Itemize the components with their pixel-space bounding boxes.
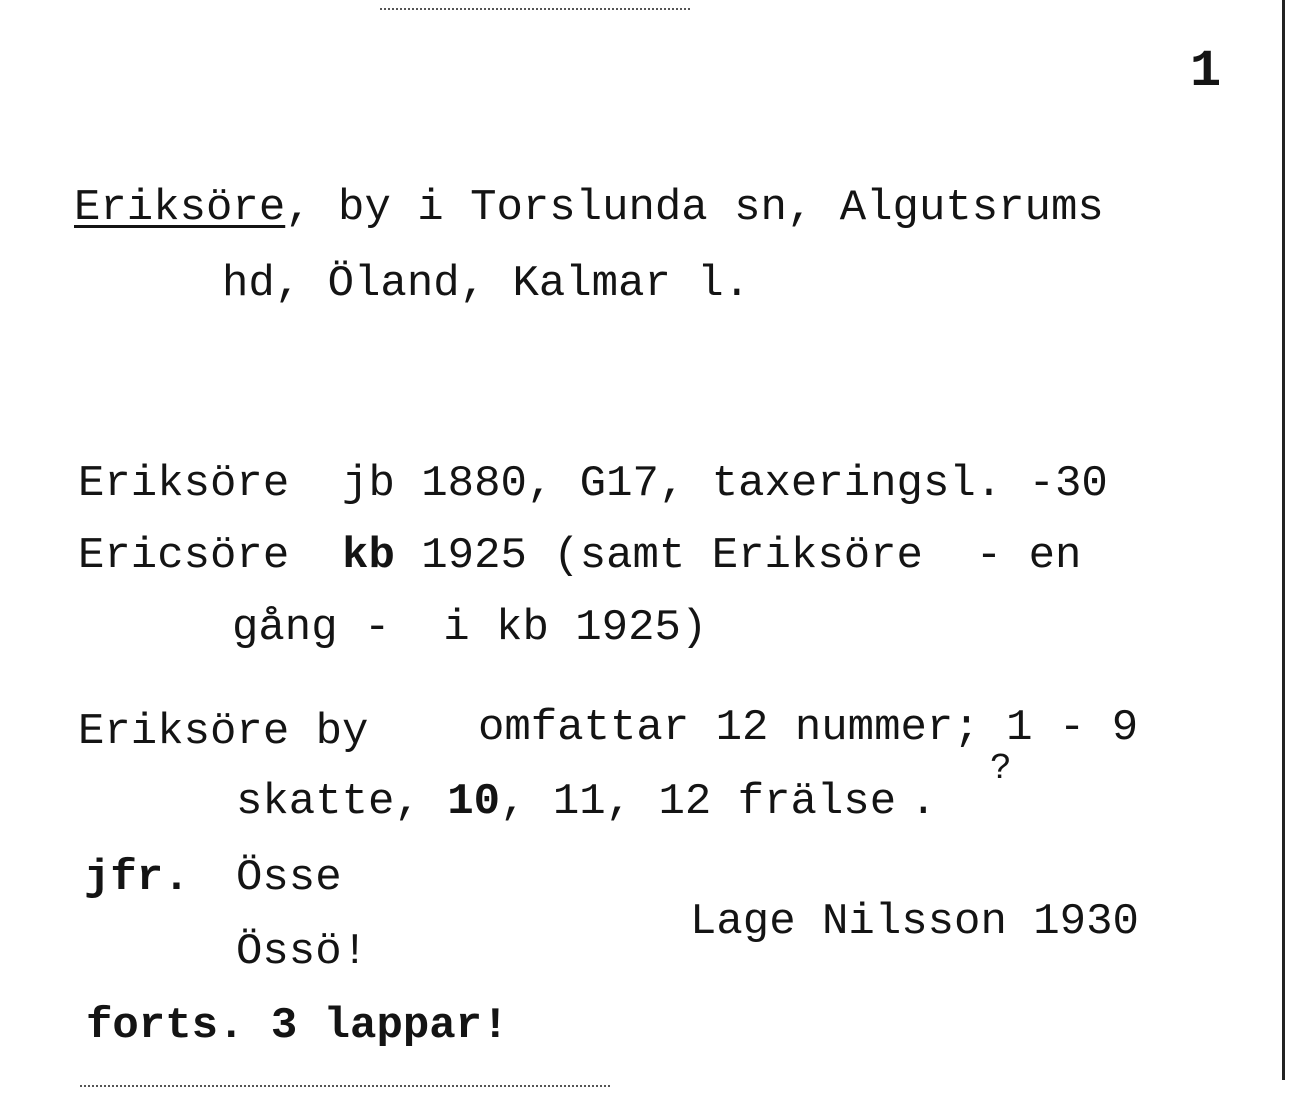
heading-rest: , by i Torslunda sn, Algutsrums bbox=[285, 183, 1104, 233]
continuation-note: forts. 3 lappar! bbox=[86, 1001, 509, 1051]
uncertainty-mark: ? bbox=[990, 748, 1012, 789]
form-source: 1925 (samt Eriksöre - en bbox=[394, 531, 1082, 581]
form-name: Ericsöre bbox=[78, 531, 290, 581]
description-text: skatte, bbox=[236, 777, 448, 827]
description-text: , 11, 12 frälse bbox=[500, 777, 897, 827]
form-row-continuation: gång - i kb 1925) bbox=[232, 603, 708, 653]
heading-line-1 bbox=[74, 183, 1104, 233]
heading-line-2: hd, Öland, Kalmar l. bbox=[222, 259, 751, 309]
cross-ref-2: Össö! bbox=[236, 927, 369, 977]
description-bold-number: 10 bbox=[447, 777, 501, 827]
form-row-1 bbox=[78, 459, 1108, 509]
card-edge-right bbox=[1282, 0, 1285, 1080]
form-name: Eriksöre bbox=[78, 459, 290, 509]
form-source-bold: kb bbox=[342, 531, 395, 581]
description-line-1-a: Eriksöre by bbox=[78, 707, 369, 757]
card-edge-bottom bbox=[80, 1085, 610, 1087]
description-line-2 bbox=[236, 777, 937, 827]
description-line-1-b: omfattar 12 nummer; 1 - 9 bbox=[478, 703, 1139, 753]
card-number: 1 bbox=[1190, 42, 1222, 101]
cross-ref-label: jfr. bbox=[84, 853, 190, 903]
author-signature: Lage Nilsson 1930 bbox=[690, 897, 1139, 947]
cross-ref-1: Össe bbox=[236, 853, 342, 903]
card-edge-top bbox=[380, 8, 690, 10]
place-name: Eriksöre bbox=[74, 183, 286, 233]
form-row-2 bbox=[78, 531, 1082, 581]
description-end: . bbox=[910, 777, 937, 827]
form-source: jb 1880, G17, taxeringsl. -30 bbox=[342, 459, 1108, 509]
